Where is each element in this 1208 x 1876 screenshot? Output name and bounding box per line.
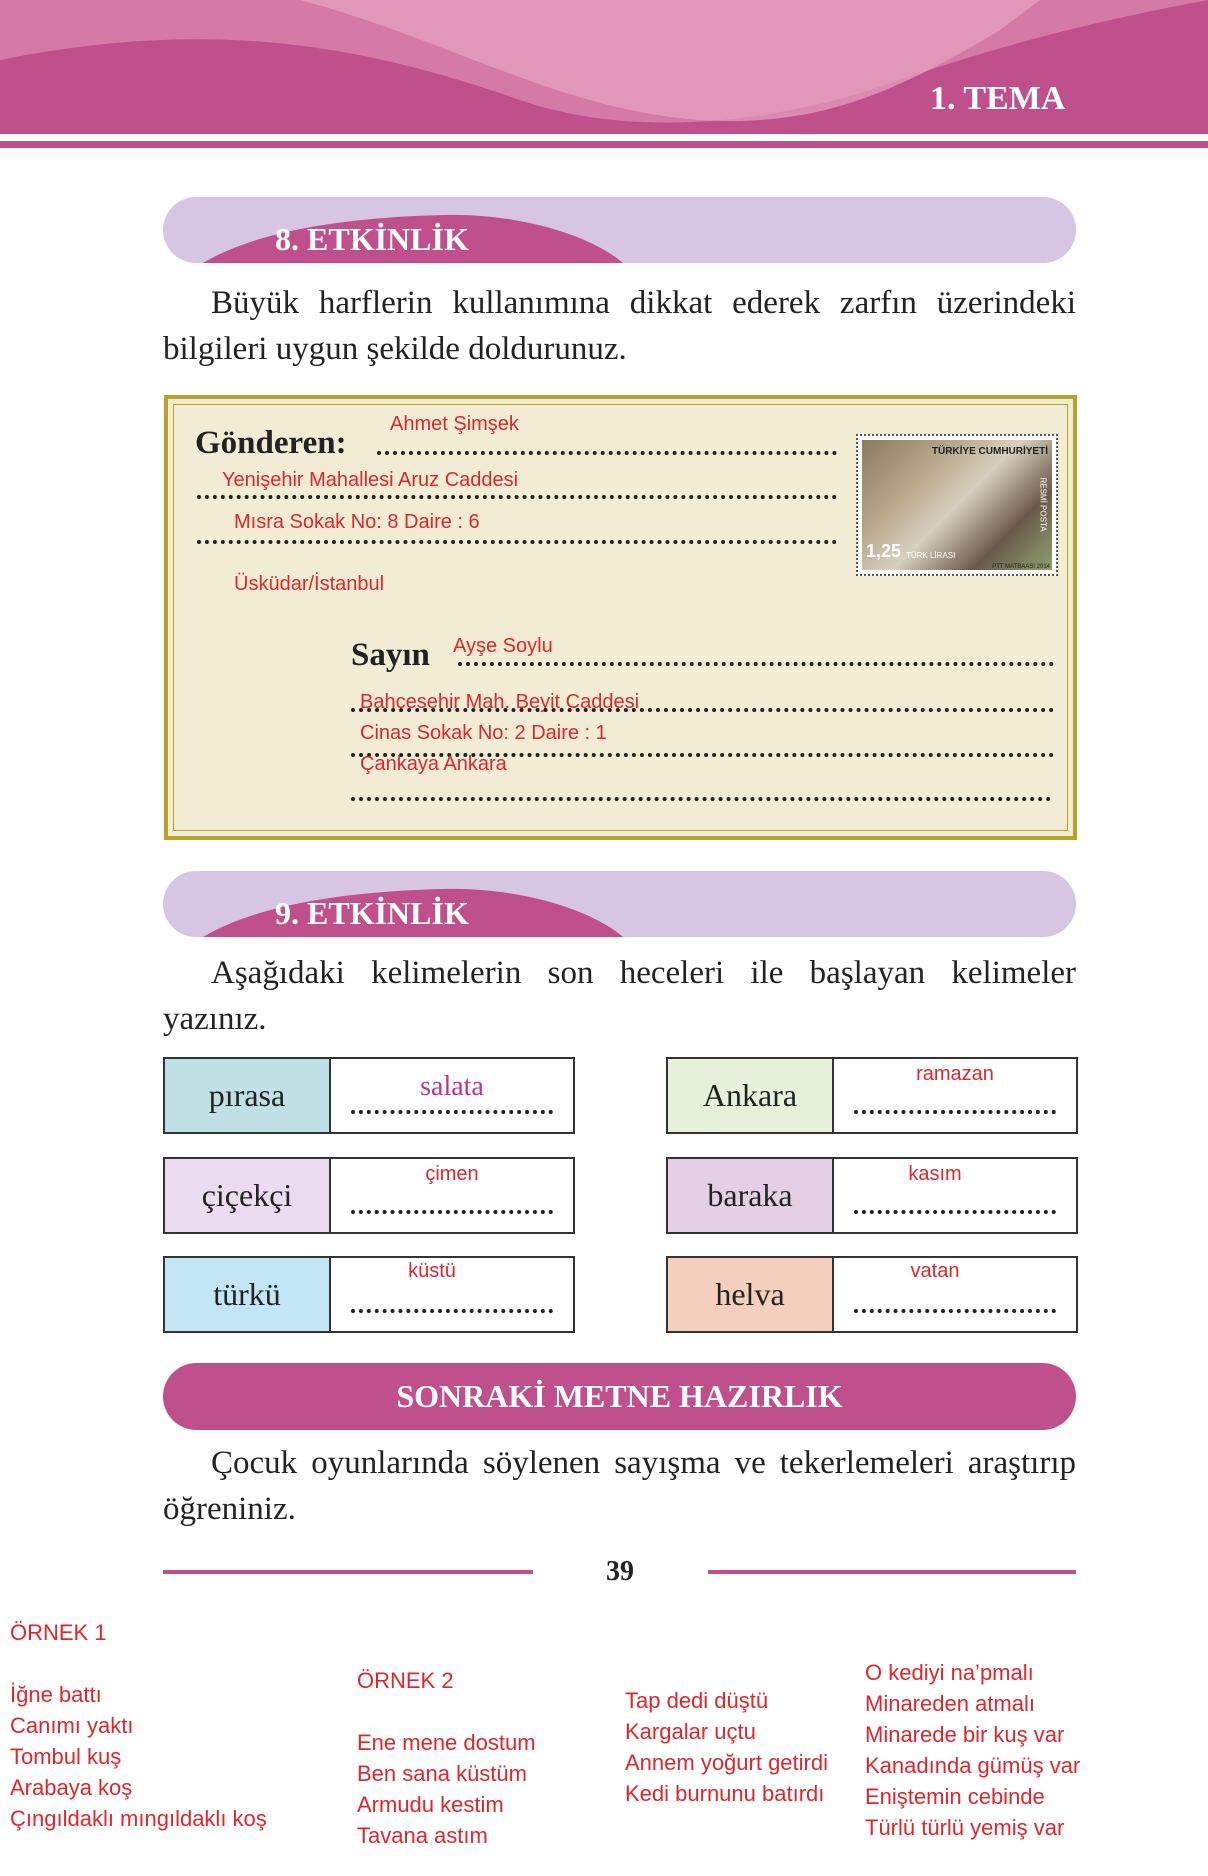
answer-text: küstü	[408, 1260, 456, 1282]
answer-text: kasım	[908, 1163, 962, 1185]
activity-9-title: 9. ETKİNLİK	[275, 895, 469, 931]
postage-stamp	[856, 434, 1058, 576]
sender-address-2: Mısra Sokak No: 8 Daire : 6	[234, 511, 480, 533]
activity-9-header	[163, 871, 1076, 937]
example-line: Tavana astım	[357, 1823, 488, 1848]
example-line: Tombul kuş	[10, 1744, 122, 1769]
example-1	[10, 1617, 267, 1834]
sender-line	[197, 540, 837, 544]
recipient-label: Sayın	[351, 637, 430, 673]
example-line: Tap dedi düştü	[625, 1688, 769, 1713]
stamp-side-text: RESMİ POSTA	[1038, 477, 1048, 532]
sender-label: Gönderen:	[195, 425, 347, 461]
example-line: Ben sana küstüm	[357, 1761, 527, 1786]
sender-line	[377, 451, 837, 455]
recipient-line	[458, 662, 1054, 666]
example-line: Arabaya koş	[10, 1775, 133, 1800]
header-band	[0, 0, 1208, 150]
stamp-printer: PTT MATBAASI 2014	[992, 564, 1050, 570]
word-row	[163, 1256, 575, 1333]
answer-text: vatan	[910, 1260, 960, 1282]
example-line: Minareden atmalı	[865, 1691, 1035, 1716]
answer-field[interactable]	[331, 1159, 573, 1232]
word-row	[666, 1057, 1078, 1134]
example-line: Armudu kestim	[357, 1792, 504, 1817]
footer-rule-right	[708, 1570, 1076, 1574]
example-line: O kediyi na’pmalı	[865, 1660, 1034, 1685]
recipient-line	[351, 797, 1051, 801]
recipient-name: Ayşe Soylu	[453, 635, 553, 657]
word-label: pırasa	[165, 1059, 331, 1132]
word-label: çiçekçi	[165, 1159, 331, 1232]
example-4	[865, 1657, 1080, 1843]
word-label: helva	[668, 1258, 834, 1331]
activity-8-instruction: Büyük harflerin kullanımına dikkat ederek zarfın üzerindeki bilgileri uygun şekilde doldurunuz.	[163, 285, 1076, 367]
example-line: Minarede bir kuş var	[865, 1722, 1065, 1747]
sender-address-1: Yenişehir Mahallesi Aruz Caddesi	[222, 469, 519, 491]
answer-text: ramazan	[916, 1063, 994, 1085]
word-row	[163, 1157, 575, 1234]
page-number: 39	[606, 1556, 634, 1587]
sender-address-3: Üsküdar/İstanbul	[234, 573, 385, 595]
activity-8-title: 8. ETKİNLİK	[275, 221, 469, 257]
answer-text: salata	[420, 1071, 484, 1102]
stamp-value: 1,25	[866, 541, 902, 561]
word-label: Ankara	[668, 1059, 834, 1132]
example-line: Kanadında gümüş var	[865, 1753, 1081, 1778]
answer-field[interactable]	[834, 1059, 1076, 1132]
word-row	[163, 1057, 575, 1134]
activity-8-header	[163, 197, 1076, 263]
example-line: Ene mene dostum	[357, 1730, 536, 1755]
answer-text: çimen	[425, 1163, 479, 1185]
recipient-line	[351, 708, 1054, 712]
example-3	[625, 1685, 828, 1809]
recipient-address-1: Bahçesehir Mah. Beyit Caddesi	[360, 691, 640, 713]
answer-field[interactable]	[834, 1159, 1076, 1232]
sender-line	[197, 495, 837, 499]
example-1-title: ÖRNEK 1	[10, 1620, 107, 1645]
answer-field[interactable]	[834, 1258, 1076, 1331]
recipient-address-2: Cinas Sokak No: 2 Daire : 1	[360, 722, 607, 744]
answer-field[interactable]	[331, 1059, 573, 1132]
example-line: Eniştemin cebinde	[865, 1784, 1045, 1809]
example-line: Kedi burnunu batırdı	[625, 1781, 825, 1806]
envelope	[164, 395, 1077, 840]
activity-9-instruction: Aşağıdaki kelimelerin son heceleri ile başlayan kelimeler yazınız.	[163, 955, 1076, 1037]
next-text-header	[163, 1363, 1076, 1430]
example-line: Annem yoğurt getirdi	[625, 1750, 828, 1775]
stamp-currency: TÜRK LİRASI	[906, 551, 956, 560]
example-line: İğne battı	[10, 1682, 102, 1707]
example-line: Kargalar uçtu	[625, 1719, 756, 1744]
sender-name: Ahmet Şimşek	[390, 413, 519, 435]
stamp-country: TÜRKİYE CUMHURİYETİ	[931, 446, 1048, 457]
answer-field[interactable]	[331, 1258, 573, 1331]
theme-title: 1. TEMA	[930, 80, 1066, 117]
next-text-instruction: Çocuk oyunlarında söylenen sayışma ve tekerlemeleri araştırıp öğreniniz.	[163, 1445, 1076, 1527]
recipient-address-3: Çankaya Ankara	[360, 753, 507, 775]
word-label: türkü	[165, 1258, 331, 1331]
footer-rule-left	[163, 1570, 533, 1574]
example-line: Çıngıldaklı mıngıldaklı koş	[10, 1806, 267, 1831]
word-label: baraka	[668, 1159, 834, 1232]
example-line: Türlü türlü yemiş var	[865, 1815, 1065, 1840]
word-row	[666, 1157, 1078, 1234]
example-2	[357, 1665, 536, 1851]
example-2-title: ÖRNEK 2	[357, 1668, 454, 1693]
word-row	[666, 1256, 1078, 1333]
example-line: Canımı yaktı	[10, 1713, 134, 1738]
next-text-title: SONRAKİ METNE HAZIRLIK	[396, 1378, 843, 1414]
